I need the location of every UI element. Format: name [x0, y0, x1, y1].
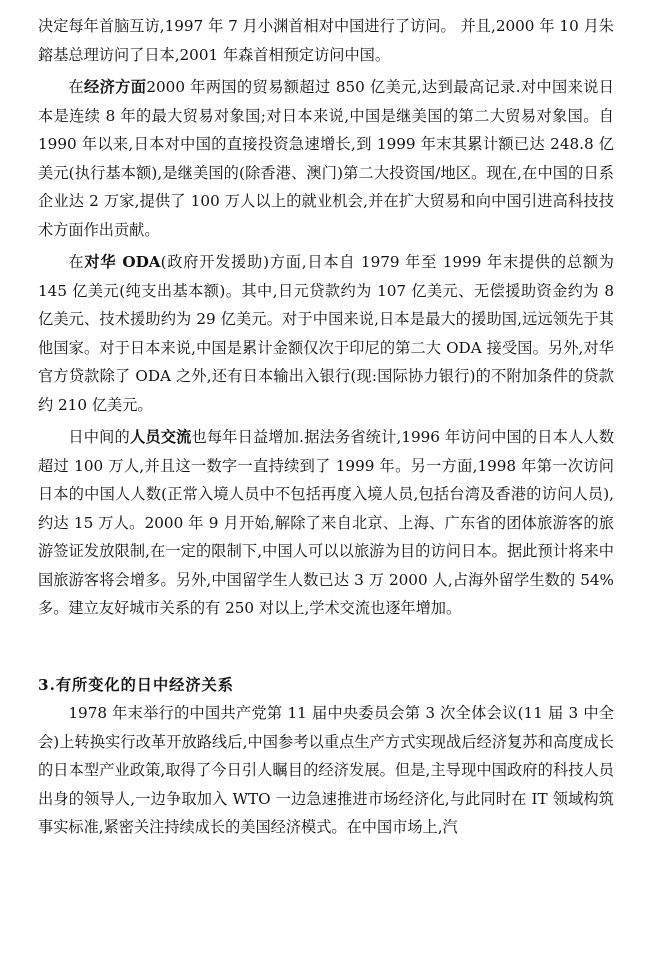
paragraph-personnel-exchange	[38, 423, 614, 623]
paragraph-text: 决定每年首脑互访,1997 年 7 月小渊首相对中国进行了访问。 并且,2000 年 10 月朱鎔基总理访问了日本,2001 年森首相预定访问中国。	[38, 17, 614, 64]
section-heading: 3.有所变化的日中经济关系	[38, 675, 234, 694]
keyword-oda: 对华 ODA	[84, 253, 161, 271]
paragraph-lead: 在	[68, 253, 85, 271]
paragraph-summit-visits	[38, 12, 614, 69]
document-page	[38, 12, 614, 842]
keyword-economy: 经济方面	[83, 78, 147, 96]
paragraph-text: 1978 年末举行的中国共产党第 11 届中央委员会第 3 次全体会议(11 届 3 中全会)上转换实行改革开放路线后,中国参考以重点生产方式实现战后经济复苏和高度成长的日本型产业政策,取得了今日引人瞩目的经济发展。但是,主导现中国政府的科技人员出身的领导人,一边争取加入 WTO 一边急速推进市场经济化,与此同时在 IT 领域构筑事实标准,紧密关注持续成长的美国经济模式。在中国市场上,汽	[38, 704, 614, 836]
paragraph-section3-body	[38, 699, 614, 842]
paragraph-text: 也每年日益增加.据法务省统计,1996 年访问中国的日本人人数超过 100 万人,并且这一数字一直持续到了 1999 年。另一方面,1998 年第一次访问日本的中国人人数(正常入境人员中不包括再度入境人员,包括台湾及香港的访问人员),约达 15 万人。2000 年 9 月开始,解除了来自北京、上海、广东省的团体旅游客的旅游签证发放限制,在一定的限制下,中国人可以以旅游为目的访问日本。据此预计将来中国旅游客将会增多。另外,中国留学生人数已达 3 万 2000 人,占海外留学生数的 54%多。建立友好城市关系的有 250 对以上,学术交流也逐年增加。	[38, 428, 615, 617]
paragraph-text: 2000 年两国的贸易额超过 850 亿美元,达到最高记录.对中国来说日本是连续 8 年的最大贸易对象国;对日本来说,中国是继美国的第二大贸易对象国。自 1990 年以来,日本对中国的直接投资急速增长,到 1999 年末其累计额已达 248.8 亿美元(执行基本额),是继美国的(除香港、澳门)第二大投资国/地区。现在,在中国的日系企业达 2 万家,提供了 100 万人以上的就业机会,并在扩大贸易和向中国引进高科技技术方面作出贡献。	[38, 78, 614, 239]
paragraph-oda	[38, 248, 614, 419]
paragraph-economy	[38, 73, 614, 244]
paragraph-text: (政府开发援助)方面,日本自 1979 年至 1999 年末提供的总额为 145 亿美元(纯支出基本额)。其中,日元贷款约为 107 亿美元、无偿援助资金约为 8 亿美元、技术援助约为 29 亿美元。对于中国来说,日本是最大的援助国,远远领先于其他国家。对于日本来说,中国是累计金额仅次于印尼的第二大 ODA 接受国。另外,对华官方贷款除了 ODA 之外,还有日本输出入银行(现:国际协力银行)的不附加条件的贷款约 210 亿美元。	[38, 253, 614, 414]
paragraph-lead: 日中间的	[68, 428, 130, 446]
keyword-personnel-exchange: 人员交流	[129, 428, 192, 446]
paragraph-lead: 在	[68, 78, 84, 96]
